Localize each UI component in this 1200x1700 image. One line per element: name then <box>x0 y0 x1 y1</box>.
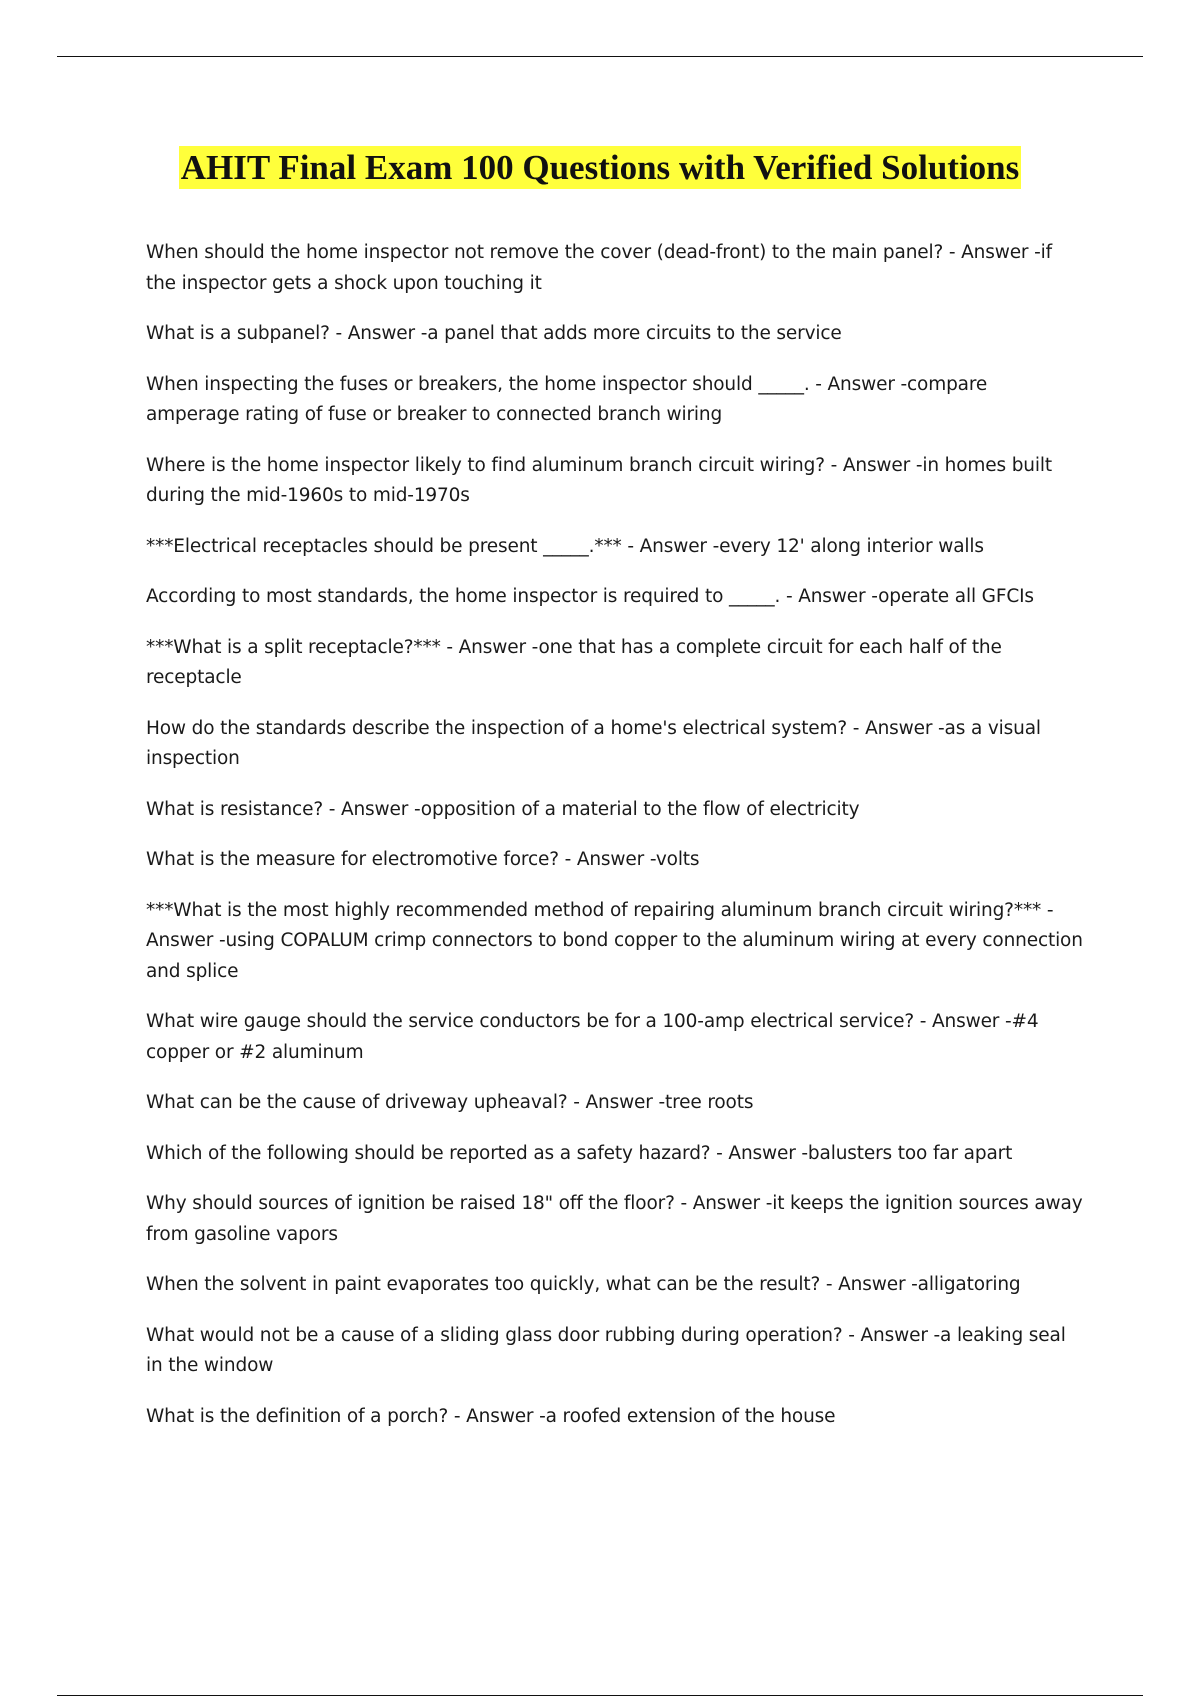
qa-item: When inspecting the fuses or breakers, the home inspector should _____. - Answer -compare amperage rating of fuse or breaker to connected branch wiring <box>146 373 988 425</box>
qa-item: Why should sources of ignition be raised 18" off the floor? - Answer -it keeps the ignition sources away from gasoline vapors <box>146 1193 1083 1245</box>
qa-item: ***What is a split receptacle?*** - Answer -one that has a complete circuit for each half of the receptacle <box>146 636 1002 688</box>
qa-item: When should the home inspector not remove the cover (dead-front) to the main panel? - Answer -if the inspector gets a shock upon touching it <box>146 242 1052 294</box>
top-rule <box>57 56 1143 57</box>
qa-item: Where is the home inspector likely to find aluminum branch circuit wiring? - Answer -in homes built during the mid-1960s to mid-1970s <box>146 454 1052 506</box>
page-title: AHIT Final Exam 100 Questions with Verified Solutions <box>180 148 1020 187</box>
qa-item: ***What is the most highly recommended method of repairing aluminum branch circuit wiring?*** - Answer -using COPALUM crimp connectors to bond copper to the aluminum wiring at every connection and splice <box>146 899 1083 982</box>
qa-item: What is the definition of a porch? - Answer -a roofed extension of the house <box>146 1405 836 1427</box>
title-block <box>0 146 1200 189</box>
qa-item: What can be the cause of driveway upheaval? - Answer -tree roots <box>146 1092 754 1113</box>
bottom-rule <box>57 1695 1143 1696</box>
qa-item: What is the measure for electromotive force? - Answer -volts <box>146 849 700 870</box>
qa-item: According to most standards, the home inspector is required to _____. - Answer -operate all GFCIs <box>146 586 1034 607</box>
qa-item: What is a subpanel? - Answer -a panel that adds more circuits to the service <box>146 323 842 344</box>
qa-list <box>146 238 1086 1452</box>
qa-item: ***Electrical receptacles should be present _____.*** - Answer -every 12' along interior walls <box>146 535 984 557</box>
qa-item: What is resistance? - Answer -opposition of a material to the flow of electricity <box>146 798 860 820</box>
qa-item: What wire gauge should the service conductors be for a 100-amp electrical service? - Answer -#4 copper or #2 aluminum <box>146 1011 1039 1063</box>
qa-item: When the solvent in paint evaporates too quickly, what can be the result? - Answer -alligatoring <box>146 1274 1021 1295</box>
qa-item: What would not be a cause of a sliding glass door rubbing during operation? - Answer -a leaking seal in the window <box>146 1324 1066 1376</box>
qa-item: Which of the following should be reported as a safety hazard? - Answer -balusters too far apart <box>146 1142 1013 1164</box>
qa-item: How do the standards describe the inspection of a home's electrical system? - Answer -as a visual inspection <box>146 717 1041 769</box>
